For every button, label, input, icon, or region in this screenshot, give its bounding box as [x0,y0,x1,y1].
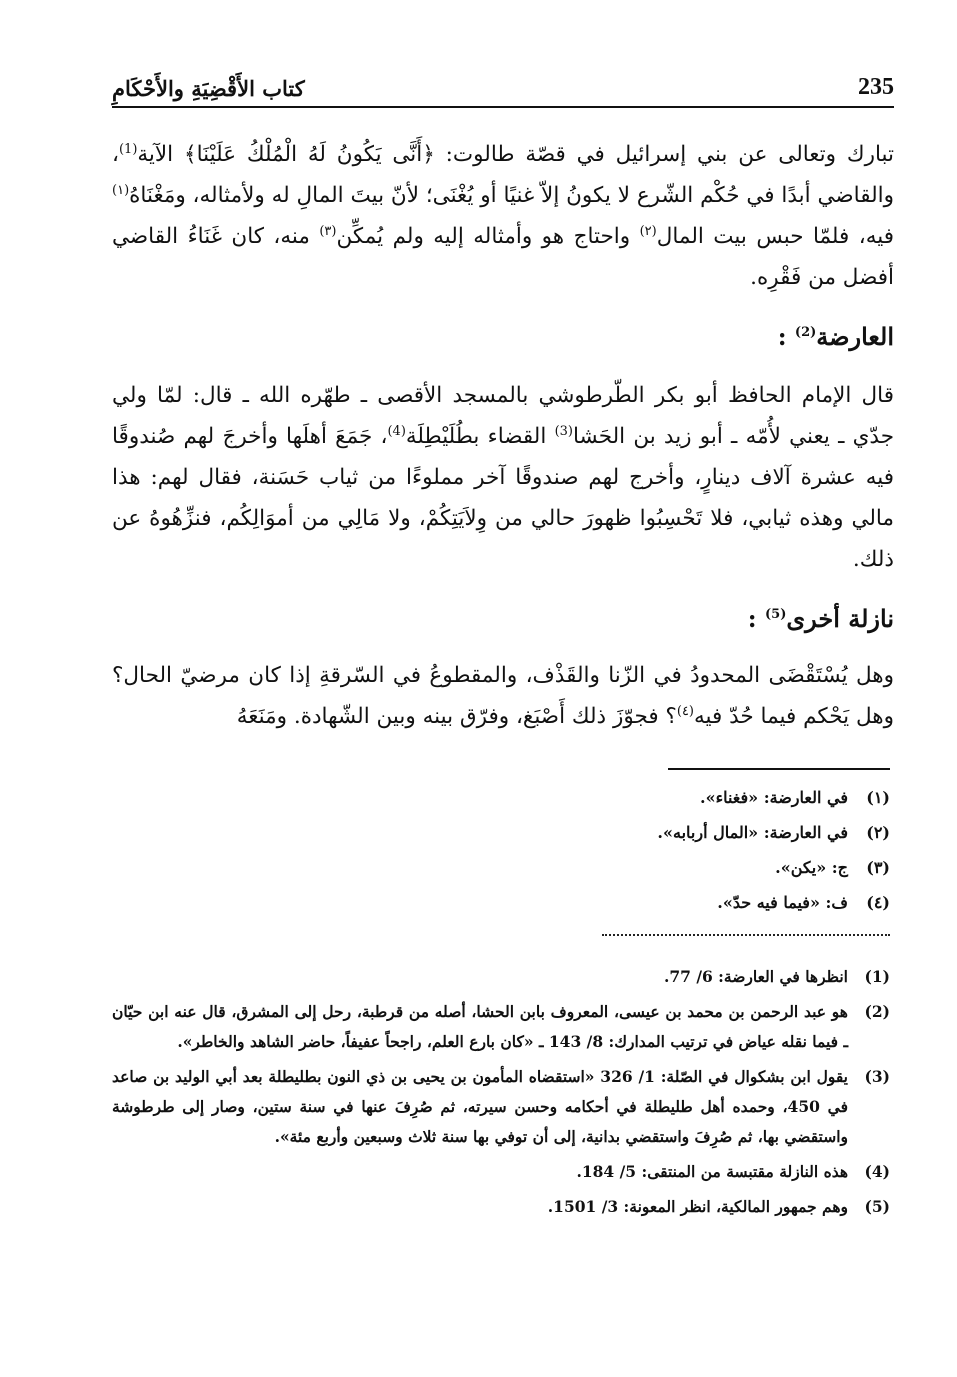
page-number: 235 [858,74,894,100]
section-heading [112,322,894,351]
footnote-number: (٣) [866,858,890,877]
footnote-text: في العارضة: «فغناء». [700,788,848,807]
footnote-number: (2) [864,1002,890,1021]
footnote-ref: (5) [764,607,787,622]
footnote-item [112,850,890,885]
footnote-text: هو عبد الرحمن بن محمد بن عيسى، المعروف بابن الحشا، أصله من قرطبة، رحل إلى المشرق، قال عنه ابن حيّان ـ فيما نقله عياض في ترتيب المدارك: 8/ 143 ـ «كان بارع العلم، راجحاً عفيفاً، حاضر الشاهد والخاطر». [112,1002,848,1051]
text-run: القضاء بطُلَيْطِلَة [405,424,555,449]
footnote-ref: (١) [112,182,130,198]
paragraph-1-text [112,134,894,298]
footnote-number: (3) [864,1067,890,1086]
footnote-number: (٤) [866,893,890,912]
footnote-text: في العارضة: «المال أربابه». [657,823,848,842]
footnote-ref: (٢) [639,223,657,239]
footnote-ref: (٣) [319,223,337,239]
heading-colon: : [747,604,757,633]
footnote-item [112,1192,890,1222]
footnote-text: ج: «يكن». [775,858,848,877]
footnote-separator [668,768,890,770]
footnote-item [112,1062,890,1152]
heading-aridah [112,322,894,351]
footnote-item [112,997,890,1057]
heading-nazila [112,604,894,633]
footnote-item [112,815,890,850]
footnote-item [112,962,890,992]
heading-text: نازلة أخرى [786,604,894,633]
footnote-number: (1) [864,967,890,986]
paragraph-2-text [112,375,894,580]
footnote-ref: (4) [387,423,406,439]
footnote-item [112,780,890,815]
footnote-number: (١) [866,788,890,807]
text-run: واحتاج هو وأمثاله إليه ولم يُمكِّن [336,224,640,249]
editor-footnotes [112,962,890,1227]
footnote-item [112,885,890,920]
text-run: فيه، فلمّا حبس بيت المال [656,224,894,249]
footnote-text: ف: «فيما فيه حدّ». [717,893,848,912]
heading-text: العارضة [816,322,894,351]
footnote-ref: (3) [554,423,573,439]
footnote-text: وهم جمهور المالكية، انظر المعونة: 3/ 1501. [547,1197,848,1216]
footnote-number: (5) [864,1197,890,1216]
footnote-number: (4) [864,1162,890,1181]
dotted-separator [602,934,890,936]
text-run: تبارك وتعالى عن بني إسرائيل في قصّة طالوت: ﴿أَنَّى يَكُونُ لَهُ الْمُلْكُ عَلَيْنَا﴾ الآية [137,142,894,167]
footnote-text: انظرها في العارضة: 6/ 77. [663,967,848,986]
paragraph-1 [112,134,894,298]
text-run: قال الإمام الحافظ أبو بكر الطّرطوشي بالمسجد الأقصى ـ طهّره الله ـ قال: لمّا ولي جدّي ـ يعني لأُمّه ـ أبو زيد بن الحَشا [112,383,894,449]
running-title: كتاب الأَقْضِيَةِ والأَحْكَامِ [112,76,305,101]
paragraph-3 [112,655,894,737]
footnote-ref: (1) [118,141,138,157]
text-run: ؟ فجوّزَ ذلك أَصْبَغ، وفرّق بينه وبين الشّهادة. ومَنَعَهُ [236,704,677,729]
paragraph-2 [112,375,894,580]
manuscript-footnotes [112,780,890,920]
footnote-ref: (٤) [676,703,694,719]
footnote-text: هذه النازلة مقتبسة من المنتقى: 5/ 184. [576,1162,848,1181]
heading-colon: : [777,322,787,351]
footnote-number: (٢) [866,823,890,842]
text-run: منه، كان غَنَاءُ القاضي أفضل من فَقْرِه. [112,224,894,290]
page-header [112,74,894,108]
paragraph-3-text [112,655,894,737]
footnote-item [112,1157,890,1187]
section-heading [112,604,894,633]
text-run: وهل يُسْتَقْضَى المحدودُ في الزّنا والقَذْف، والمقطوعُ في السّرقةِ إذا كان مرضيّ الحال؟ وهل يَحْكم فيما حُدّ فيه [112,663,894,729]
text-run: ، جَمَعَ أهلَها وأخرجَ لهم صُندوقًا فيه عشرة آلاف دينارٍ، وأخرج لهم صندوقًا آخر مملوءًا من ثياب حَسَنة، فقال لهم: هذا مالي وهذه ثيابي، فلا تَحْسِبُوا ظهورَ حالي من وِلاَيَتِكُمْ، ولا مَالِي من أموَالِكُم، فنزِّهُوهُ عن ذلك. [112,424,894,572]
text-run: ، والقاضي أبدًا في حُكْم الشّرع لا يكونُ إلاّ غنيًا أو يُغْنَى؛ لأنّ بيتَ المالِ له ولأمثاله، ومَغْنَاهُ [112,142,894,208]
header-rule [112,106,894,108]
footnote-ref: (2) [794,325,817,340]
footnote-text: يقول ابن بشكوال في الصّلة: 1/ 326 «استقضاه المأمون بن يحيى بن ذي النون بطليطلة بعد أبي الوليد بن صاعد في 450، وحمده أهل طليطلة في أحكامه وحسن سيرته، ثم صُرِفَ عنها في سنة ستين، وصار إلى طرطوشة واستقضي بها، ثم صُرِفَ واستقضي بدانية، إلى أن توفي بها سنة ثلاث وسبعين وأربع مئة». [112,1067,848,1146]
